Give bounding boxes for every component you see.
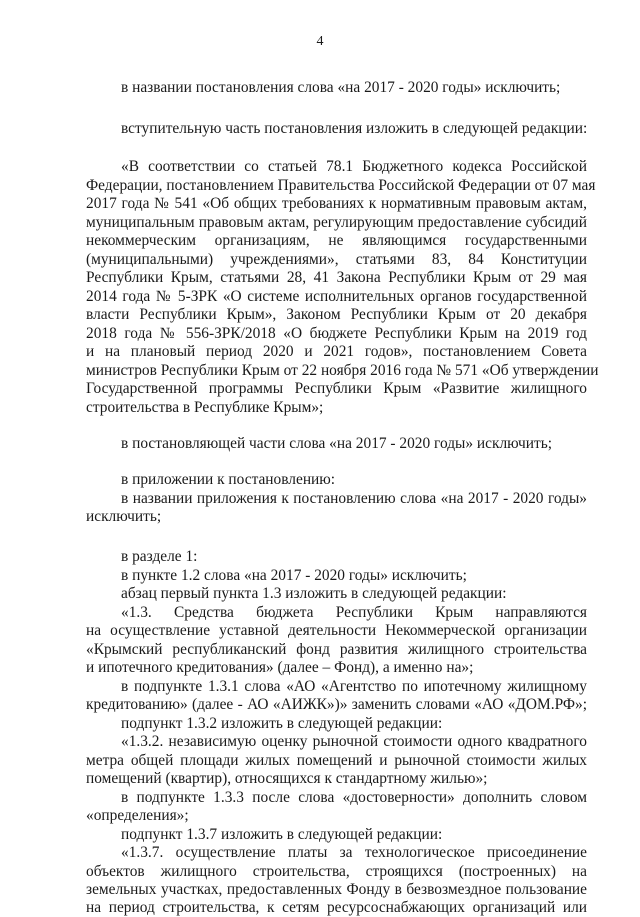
paragraph-line: строительства в Республике Крым»; [86,399,324,416]
paragraph-line: в подпункте 1.3.3 после слова «достоверности» дополнить словом [121,789,587,806]
paragraph-line: объектов жилищного строительства, строящихся (построенных) на [86,863,587,880]
paragraph-line: 2017 года № 541 «Об общих требованиях к нормативным правовым актам, [86,195,587,212]
paragraph-line: подпункт 1.3.2 изложить в следующей редакции: [121,715,443,732]
paragraph-line: «1.3.2. независимую оценку рыночной стоимости одного квадратного [121,733,587,750]
paragraph-line: помещений (квартир), относящихся к стандартному жилью»; [86,770,488,787]
paragraph-line: в названии приложения к постановлению слова «на 2017 - 2020 годы» [121,490,587,507]
paragraph-line: муниципальным правовым актам, регулирующим предоставление субсидий [86,214,587,231]
paragraph-line: подпункт 1.3.7 изложить в следующей редакции: [121,826,443,843]
paragraph-line: на период строительства, к сетям ресурсоснабжающих организаций или [86,899,587,916]
paragraph-line: метра общей площади жилых помещений и рыночной стоимости жилых [86,752,587,769]
paragraph-line: в постановляющей части слова «на 2017 - 2020 годы» исключить; [121,435,553,452]
paragraph-line: власти Республики Крым», Законом Республики Крым от 20 декабря [86,306,587,323]
paragraph-line: «1.3. Средства бюджета Республики Крым направляются [121,604,587,621]
paragraph-line: в разделе 1: [121,548,198,565]
paragraph-line: Республики Крым, статьями 28, 41 Закона Республики Крым от 29 мая [86,269,587,286]
paragraph-line: 2018 года № 556-ЗРК/2018 «О бюджете Республики Крым на 2019 год [86,325,587,342]
paragraph-line: «В соответствии со статьей 78.1 Бюджетного кодекса Российской [121,158,587,175]
paragraph-line: Государственной программы Республики Крым «Развитие жилищного [86,380,587,397]
paragraph-line: 2014 года № 5-ЗРК «О системе исполнительных органов государственной [86,288,587,305]
paragraph-line: в приложении к постановлению: [121,471,336,488]
paragraph-line: абзац первый пункта 1.3 изложить в следующей редакции: [121,585,507,602]
paragraph-line: в названии постановления слова «на 2017 - 2020 годы» исключить; [121,79,561,96]
paragraph-line: и ипотечного кредитования» (далее – Фонд), а именно на»; [86,659,474,676]
paragraph-line: земельных участках, предоставленных Фонду в безвозмездное пользование [86,881,587,898]
paragraph-line: вступительную часть постановления изложить в следующей редакции: [121,120,588,137]
page-number: 4 [316,34,324,49]
paragraph-line: «Крымский республиканский фонд развития жилищного строительства [86,641,587,658]
paragraph-line: «определения»; [86,807,189,824]
paragraph-line: на осуществление уставной деятельности Некоммерческой организации [86,622,587,639]
paragraph-line: министров Республики Крым от 22 ноября 2016 года № 571 «Об утверждении [86,362,599,379]
paragraph-line: в пункте 1.2 слова «на 2017 - 2020 годы» исключить; [121,567,467,584]
paragraph-line: (муниципальными) учреждениями», статьями 83, 84 Конституции [86,251,587,268]
paragraph-line: в подпункте 1.3.1 слова «АО «Агентство по ипотечному жилищному [121,678,587,695]
paragraph-line: исключить; [86,508,162,525]
paragraph-line: и на плановый период 2020 и 2021 годов», постановлением Совета [86,343,587,360]
paragraph-line: кредитованию» (далее - АО «АИЖК»)» заменить словами «АО «ДОМ.РФ»; [86,696,587,713]
paragraph-line: некоммерческим организациям, не являющимся государственными [86,232,587,249]
paragraph-line: «1.3.7. осуществление платы за технологическое присоединение [121,844,587,861]
paragraph-line: Федерации, постановлением Правительства Российской Федерации от 07 мая [86,177,596,194]
